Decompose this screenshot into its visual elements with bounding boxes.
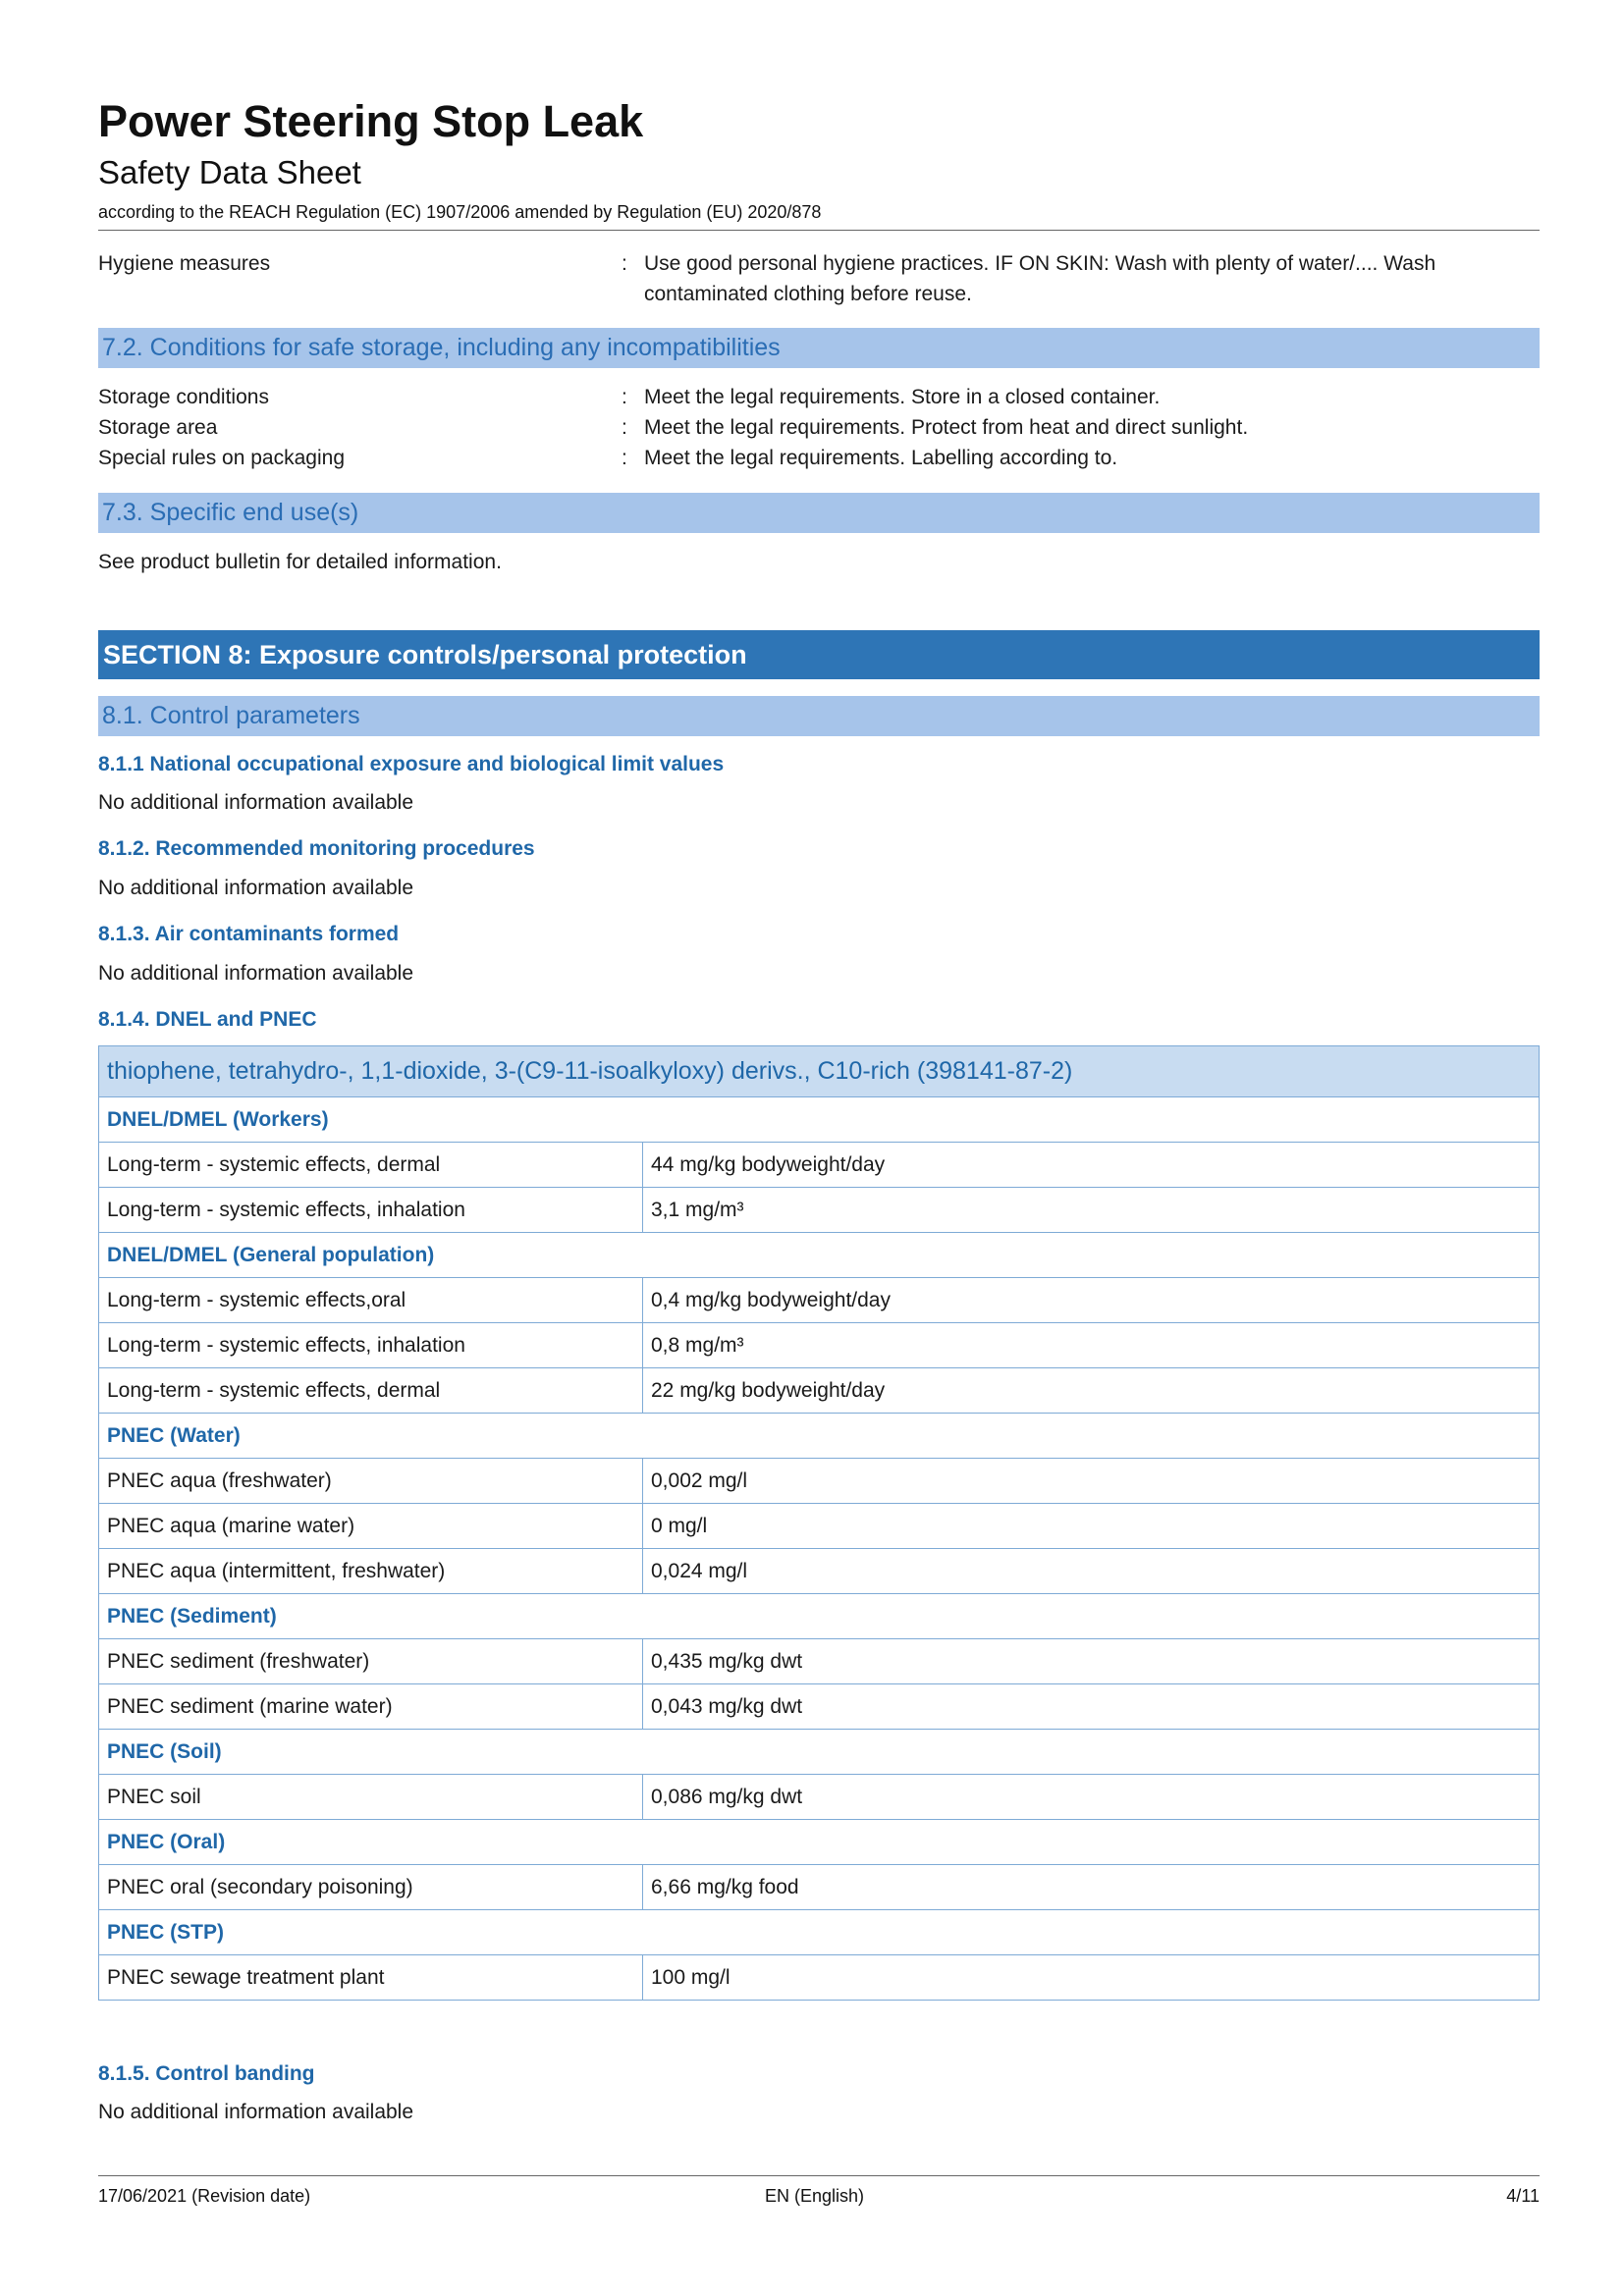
row-value: 0,086 mg/kg dwt [643,1775,1540,1820]
heading-8-1-3: 8.1.3. Air contaminants formed [98,923,400,945]
section-8-1-heading: 8.1. Control parameters [98,696,1540,736]
row-label: PNEC aqua (freshwater) [99,1459,643,1504]
storage-conditions-value: Meet the legal requirements. Store in a closed container. [644,386,1161,408]
table-row [99,1504,1540,1549]
row-label: PNEC sediment (freshwater) [99,1639,643,1684]
row-label: PNEC aqua (intermittent, freshwater) [99,1549,643,1594]
row-value: 0,435 mg/kg dwt [643,1639,1540,1684]
table-group-row [99,1594,1540,1639]
colon: : [622,386,627,408]
row-value: 22 mg/kg bodyweight/day [643,1368,1540,1414]
row-value: 6,66 mg/kg food [643,1865,1540,1910]
storage-area-value: Meet the legal requirements. Protect from heat and direct sunlight. [644,416,1249,439]
row-value: 0 mg/l [643,1504,1540,1549]
row-label: Long-term - systemic effects, inhalation [99,1323,643,1368]
hygiene-measures-value: Use good personal hygiene practices. IF ON SKIN: Wash with plenty of water/.... Wash contaminated clothing before reuse. [644,252,1436,305]
colon: : [622,447,627,469]
text-8-1-5: No additional information available [98,2101,414,2123]
regulation-note: according to the REACH Regulation (EC) 1907/2006 amended by Regulation (EU) 2020/878 [98,202,822,222]
row-value: 3,1 mg/m³ [643,1188,1540,1233]
row-label: PNEC sewage treatment plant [99,1955,643,2001]
section-7-2-heading: 7.2. Conditions for safe storage, including any incompatibilities [98,328,1540,368]
group-name: DNEL/DMEL (General population) [99,1233,1540,1278]
table-row [99,1143,1540,1188]
row-value: 100 mg/l [643,1955,1540,2001]
group-name: PNEC (Soil) [99,1730,1540,1775]
end-use-text: See product bulletin for detailed information. [98,551,502,573]
header-divider [98,230,1540,231]
row-value: 0,8 mg/m³ [643,1323,1540,1368]
text-8-1-3: No additional information available [98,962,414,985]
document-title: Power Steering Stop Leak [98,96,644,146]
table-group-row [99,1414,1540,1459]
table-row [99,1323,1540,1368]
hygiene-measures-label: Hygiene measures [98,252,271,275]
table-row [99,1684,1540,1730]
revision-date: 17/06/2021 (Revision date) [98,2186,311,2206]
text-8-1-2: No additional information available [98,877,414,899]
document-language: EN (English) [765,2186,865,2206]
row-value: 44 mg/kg bodyweight/day [643,1143,1540,1188]
table-row [99,1865,1540,1910]
packaging-rules-value: Meet the legal requirements. Labelling according to. [644,447,1118,469]
group-name: DNEL/DMEL (Workers) [99,1097,1540,1143]
row-label: Long-term - systemic effects, inhalation [99,1188,643,1233]
group-name: PNEC (Oral) [99,1820,1540,1865]
table-group-row [99,1910,1540,1955]
table-group-row [99,1097,1540,1143]
table-row [99,1368,1540,1414]
text-8-1-1: No additional information available [98,791,414,814]
row-label: Long-term - systemic effects, dermal [99,1143,643,1188]
row-label: PNEC soil [99,1775,643,1820]
storage-area-label: Storage area [98,416,218,439]
row-label: PNEC oral (secondary poisoning) [99,1865,643,1910]
colon: : [622,416,627,439]
packaging-rules-label: Special rules on packaging [98,447,345,469]
group-name: PNEC (STP) [99,1910,1540,1955]
table-row [99,1278,1540,1323]
row-label: PNEC sediment (marine water) [99,1684,643,1730]
heading-8-1-5: 8.1.5. Control banding [98,2062,315,2085]
heading-8-1-2: 8.1.2. Recommended monitoring procedures [98,837,535,860]
row-value: 0,043 mg/kg dwt [643,1684,1540,1730]
footer-divider [98,2175,1540,2176]
row-value: 0,002 mg/l [643,1459,1540,1504]
table-row [99,1955,1540,2001]
table-row [99,1549,1540,1594]
section-8-heading: SECTION 8: Exposure controls/personal protection [98,630,1540,679]
table-group-row [99,1730,1540,1775]
table-row [99,1639,1540,1684]
section-7-3-heading: 7.3. Specific end use(s) [98,493,1540,533]
table-row [99,1775,1540,1820]
row-value: 0,024 mg/l [643,1549,1540,1594]
page-number: 4/11 [1506,2186,1540,2206]
row-label: PNEC aqua (marine water) [99,1504,643,1549]
table-row [99,1459,1540,1504]
row-label: Long-term - systemic effects, dermal [99,1368,643,1414]
row-label: Long-term - systemic effects,oral [99,1278,643,1323]
group-name: PNEC (Water) [99,1414,1540,1459]
heading-8-1-1: 8.1.1 National occupational exposure and biological limit values [98,753,725,775]
storage-conditions-label: Storage conditions [98,386,269,408]
dnel-pnec-table [98,1045,1540,2001]
colon: : [622,252,627,275]
table-row [99,1188,1540,1233]
table-group-row [99,1233,1540,1278]
substance-name: thiophene, tetrahydro-, 1,1-dioxide, 3-(C9-11-isoalkyloxy) derivs., C10-rich (398141-87-2) [99,1046,1540,1097]
group-name: PNEC (Sediment) [99,1594,1540,1639]
heading-8-1-4: 8.1.4. DNEL and PNEC [98,1008,317,1031]
row-value: 0,4 mg/kg bodyweight/day [643,1278,1540,1323]
table-group-row [99,1820,1540,1865]
document-subtitle: Safety Data Sheet [98,154,361,190]
substance-row [99,1046,1540,1097]
